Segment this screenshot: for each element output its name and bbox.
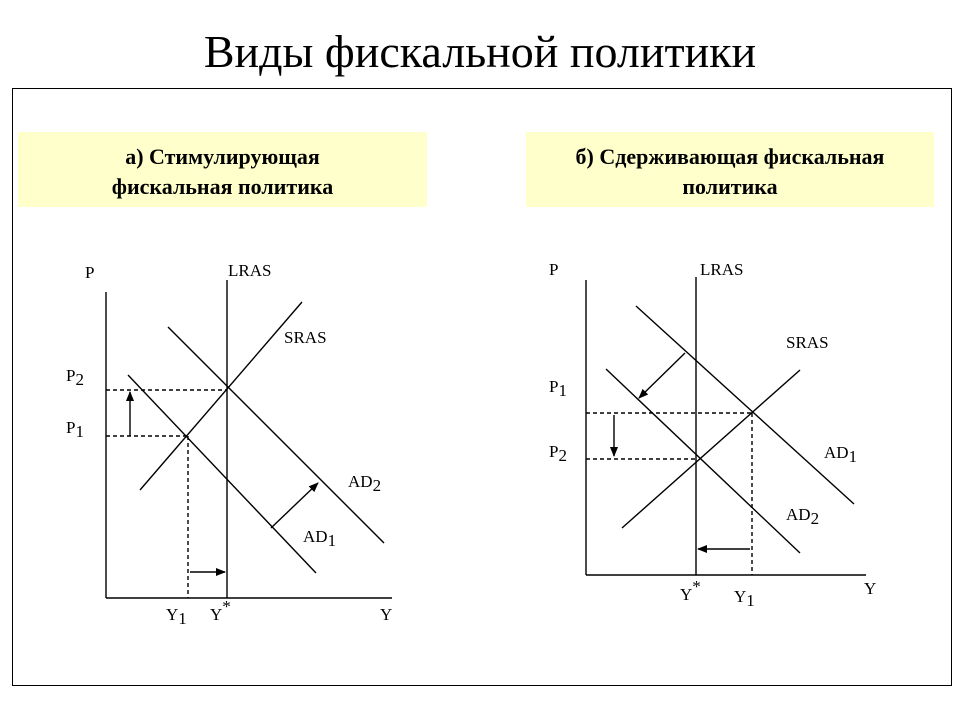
panel-a-p1-label: P1 bbox=[66, 418, 84, 441]
panel-a-sras-line bbox=[140, 302, 302, 490]
panel-a-y-axis-label: Y bbox=[380, 605, 393, 624]
panel-b-p2-label: P2 bbox=[549, 442, 567, 465]
panel-a-labels bbox=[66, 261, 392, 628]
panel-a-p2-label: P2 bbox=[66, 366, 84, 389]
panel-b-caption-line1: б) Сдерживающая фискальная bbox=[575, 144, 885, 169]
panel-a-lras-label: LRAS bbox=[228, 261, 272, 280]
panel-a-ystar-label: Y* bbox=[210, 597, 231, 624]
panel-b-ad1-label: AD1 bbox=[824, 443, 858, 466]
panel-b-lras-label: LRAS bbox=[700, 260, 744, 279]
page-title: Виды фискальной политики bbox=[203, 26, 757, 77]
panel-b-y1-label: Y1 bbox=[734, 587, 755, 610]
panel-b-caption-line2: политика bbox=[682, 174, 778, 199]
panel-a-ad-shift-arrow bbox=[271, 483, 318, 528]
panel-a-caption-line2: фискальная политика bbox=[111, 174, 334, 199]
panel-a-caption-line1: а) Стимулирующая bbox=[125, 144, 320, 169]
panel-a-sras-label: SRAS bbox=[284, 328, 327, 347]
panel-b-labels bbox=[549, 260, 876, 610]
panel-b-ad2-label: AD2 bbox=[786, 505, 820, 528]
panel-a-ad2-line bbox=[168, 327, 384, 543]
panel-a-p-axis-label: P bbox=[85, 263, 95, 282]
panel-a-diagram bbox=[106, 280, 392, 598]
panel-b-ystar-label: Y* bbox=[680, 577, 701, 604]
panel-b-diagram bbox=[586, 277, 866, 575]
panel-b-ad-shift-arrow bbox=[639, 353, 685, 398]
panel-b-sras-line bbox=[622, 370, 800, 528]
panel-b-y-axis-label: Y bbox=[864, 579, 877, 598]
panel-b-p1-label: P1 bbox=[549, 377, 567, 400]
panel-a-ad1-line bbox=[128, 375, 316, 573]
panel-b-sras-label: SRAS bbox=[786, 333, 829, 352]
panel-a-ad2-label: AD2 bbox=[348, 472, 382, 495]
panel-a-y1-label: Y1 bbox=[166, 605, 187, 628]
panel-b-p-axis-label: P bbox=[549, 260, 559, 279]
panel-a-ad1-label: AD1 bbox=[303, 527, 337, 550]
